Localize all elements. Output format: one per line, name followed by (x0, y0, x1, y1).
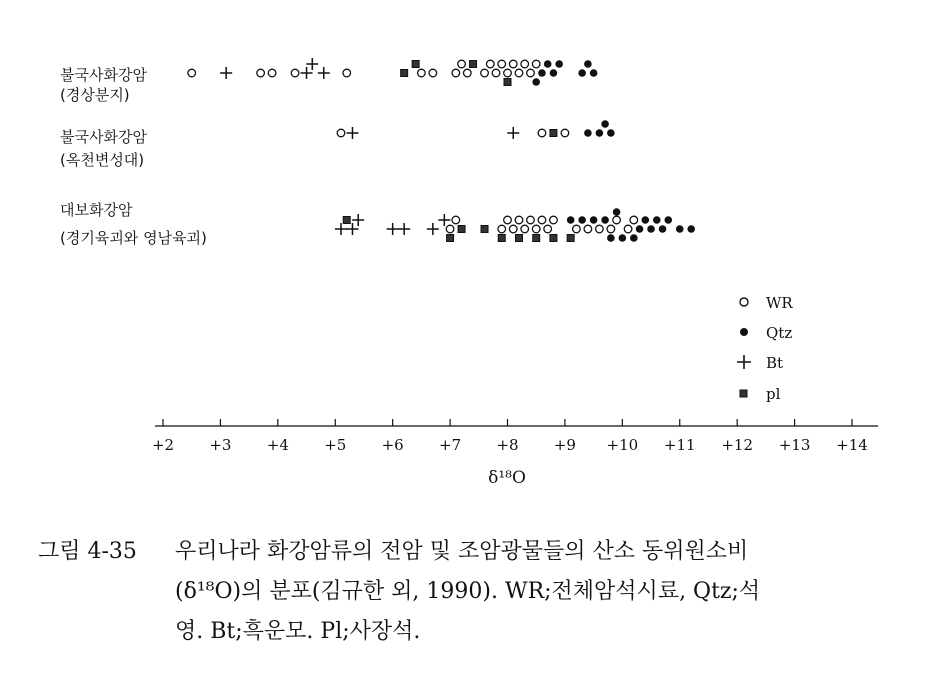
qtz-point (653, 216, 661, 224)
caption-line-1 (38, 532, 918, 572)
pl-point (550, 235, 557, 242)
wr-point (458, 60, 466, 68)
qtz-point (619, 234, 627, 242)
qtz-point (676, 225, 684, 233)
legend-bt-marker (737, 355, 751, 369)
x-tick-label: +3 (209, 436, 232, 454)
wr-point (188, 69, 196, 77)
figure-caption (38, 532, 918, 652)
x-tick-label: +10 (606, 436, 639, 454)
qtz-point (687, 225, 695, 233)
bt-point (346, 127, 358, 139)
figure-number: 그림 4-35 (38, 539, 137, 564)
qtz-point (584, 60, 592, 68)
x-tick-label: +12 (721, 436, 753, 454)
pl-point (458, 226, 465, 233)
x-tick-label: +11 (663, 436, 696, 454)
bt-point (352, 214, 364, 226)
wr-point (492, 69, 500, 77)
legend-pl-marker (740, 390, 747, 397)
pl-point (515, 235, 522, 242)
legend-wr-label: WR (766, 294, 793, 312)
qtz-point (659, 225, 667, 233)
pl-point (343, 217, 350, 224)
qtz-point (567, 216, 575, 224)
wr-point (343, 69, 351, 77)
wr-point (429, 69, 437, 77)
bt-point (387, 223, 399, 235)
qtz-point (647, 225, 655, 233)
bt-point (306, 58, 318, 70)
wr-point (515, 216, 523, 224)
wr-point (257, 69, 265, 77)
bt-point (507, 127, 519, 139)
legend (737, 294, 793, 403)
caption-text-1: 우리나라 화강암류의 전암 및 조암광물들의 산소 동위원소비 (175, 539, 749, 564)
row-labels (60, 66, 207, 247)
wr-point (504, 216, 512, 224)
pl-point (447, 235, 454, 242)
row-label-1-line2: (옥천변성대) (60, 151, 145, 169)
wr-point (607, 225, 615, 233)
wr-point (464, 69, 472, 77)
wr-point (509, 60, 517, 68)
row-label-2-line1: 대보화강암 (60, 201, 133, 219)
wr-point (532, 225, 540, 233)
x-tick-label: +5 (324, 436, 347, 454)
wr-point (418, 69, 426, 77)
wr-point (521, 225, 529, 233)
bt-point (346, 223, 358, 235)
wr-point (498, 60, 506, 68)
qtz-point (601, 120, 609, 128)
wr-point (596, 225, 604, 233)
legend-qtz-label: Qtz (766, 324, 793, 342)
row-label-0-line2: (경상분지) (60, 86, 130, 104)
qtz-point (601, 216, 609, 224)
qtz-point (584, 129, 592, 137)
bt-point (398, 223, 410, 235)
wr-point (337, 129, 345, 137)
row-label-2-line2: (경기육괴와 영남육괴) (60, 229, 207, 247)
x-tick-label: +14 (836, 436, 868, 454)
wr-point (538, 129, 546, 137)
row-label-1-line1: 불국사화강암 (60, 128, 147, 146)
x-tick-label: +9 (553, 436, 576, 454)
pl-point (550, 130, 557, 137)
data-points (188, 58, 695, 242)
qtz-point (555, 60, 563, 68)
wr-point (481, 69, 489, 77)
wr-point (561, 129, 569, 137)
qtz-point (613, 208, 621, 216)
pl-point (412, 61, 419, 68)
legend-qtz-marker (740, 328, 748, 336)
wr-point (486, 60, 494, 68)
x-axis-title: δ¹⁸O (488, 468, 526, 488)
wr-point (504, 69, 512, 77)
wr-point (521, 60, 529, 68)
legend-pl-label: pl (766, 385, 781, 403)
qtz-point (630, 234, 638, 242)
x-axis (152, 419, 878, 454)
wr-point (624, 225, 632, 233)
pl-point (481, 226, 488, 233)
bt-point (335, 223, 347, 235)
bt-point (438, 214, 450, 226)
x-tick-label: +4 (266, 436, 289, 454)
wr-point (532, 60, 540, 68)
bt-point (427, 223, 439, 235)
qtz-point (544, 60, 552, 68)
wr-point (452, 216, 460, 224)
qtz-point (590, 216, 598, 224)
qtz-point (642, 216, 650, 224)
wr-point (550, 216, 558, 224)
wr-point (538, 216, 546, 224)
bt-point (301, 67, 313, 79)
bt-point (220, 67, 232, 79)
qtz-point (636, 225, 644, 233)
caption-line-2: (δ¹⁸O)의 분포(김규한 외, 1990). WR;전체암석시료, Qtz;석 (175, 579, 761, 604)
bt-point (318, 67, 330, 79)
x-tick-label: +6 (381, 436, 404, 454)
x-tick-label: +8 (496, 436, 519, 454)
qtz-point (578, 216, 586, 224)
pl-point (401, 70, 408, 77)
wr-point (452, 69, 460, 77)
wr-point (573, 225, 581, 233)
wr-point (291, 69, 299, 77)
qtz-point (538, 69, 546, 77)
wr-point (268, 69, 276, 77)
pl-point (533, 235, 540, 242)
pl-point (504, 79, 511, 86)
wr-point (527, 69, 535, 77)
pl-point (567, 235, 574, 242)
wr-point (584, 225, 592, 233)
x-tick-label: +13 (778, 436, 811, 454)
wr-point (498, 225, 506, 233)
wr-point (515, 69, 523, 77)
wr-point (446, 225, 454, 233)
pl-point (470, 61, 477, 68)
x-tick-label: +2 (151, 436, 175, 454)
qtz-point (590, 69, 598, 77)
qtz-point (578, 69, 586, 77)
legend-wr-marker (740, 298, 748, 306)
wr-point (509, 225, 517, 233)
x-tick-label: +7 (439, 436, 462, 454)
qtz-point (607, 129, 615, 137)
qtz-point (532, 78, 540, 86)
pl-point (498, 235, 505, 242)
qtz-point (550, 69, 558, 77)
legend-bt-label: Bt (766, 354, 784, 372)
wr-point (613, 216, 621, 224)
wr-point (630, 216, 638, 224)
row-label-0-line1: 불국사화강암 (60, 66, 147, 84)
wr-point (544, 225, 552, 233)
caption-line-3: 영. Bt;흑운모. Pl;사장석. (175, 619, 421, 644)
qtz-point (596, 129, 604, 137)
qtz-point (607, 234, 615, 242)
qtz-point (664, 216, 672, 224)
wr-point (527, 216, 535, 224)
